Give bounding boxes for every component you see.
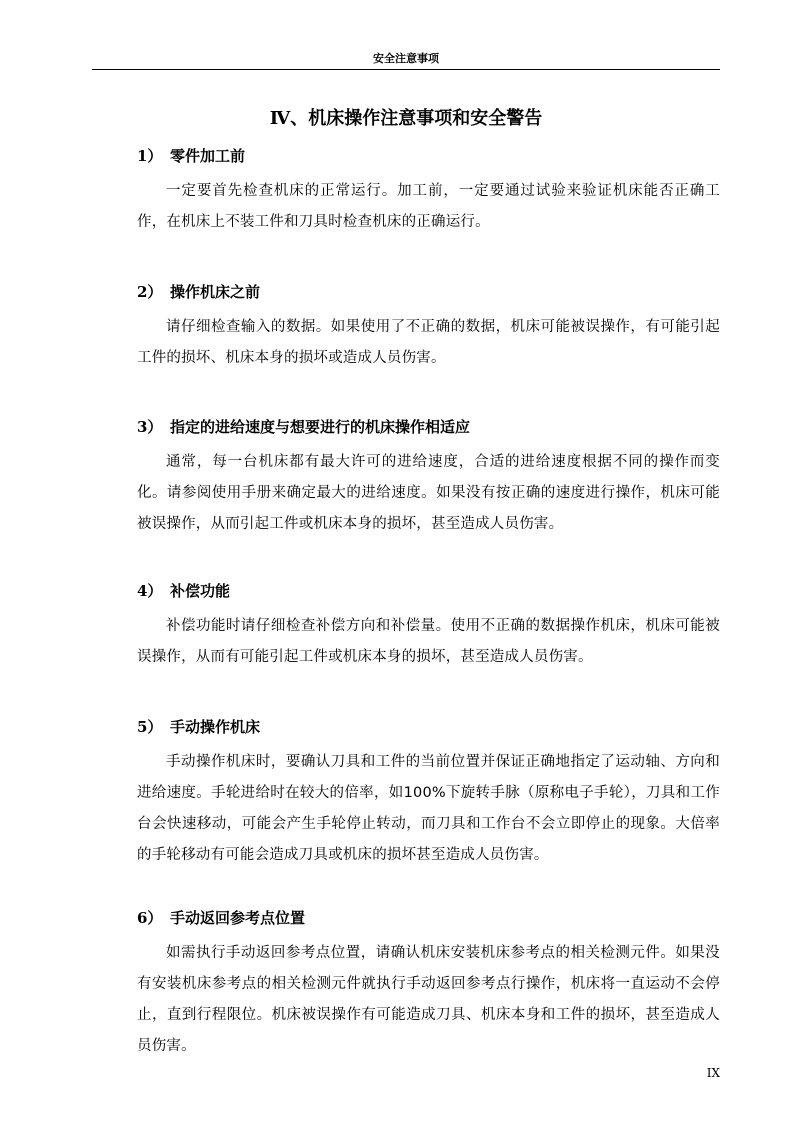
section-4 bbox=[137, 580, 720, 673]
section-heading-text: 补偿功能 bbox=[170, 582, 231, 600]
section-number: 5） bbox=[137, 718, 163, 736]
page-number: IX bbox=[706, 1066, 720, 1080]
section-number: 6） bbox=[137, 909, 163, 927]
section-heading-text: 手动操作机床 bbox=[170, 718, 261, 736]
section-number: 4） bbox=[137, 582, 163, 600]
section-body: 一定要首先检查机床的正常运行。加工前，一定要通过试验来验证机床能否正确工作，在机床上不装工件和刀具时检查机床的正确运行。 bbox=[137, 183, 720, 230]
section-heading bbox=[137, 716, 720, 738]
section-1 bbox=[137, 145, 720, 238]
section-2 bbox=[137, 281, 720, 374]
section-6 bbox=[137, 907, 720, 1062]
section-heading-text: 操作机床之前 bbox=[170, 283, 261, 301]
section-body: 手动操作机床时，要确认刀具和工件的当前位置并保证正确地指定了运动轴、方向和进给速度。手轮进给时在较大的倍率，如100%下旋转手脉（原称电子手轮），刀具和工作台会快速移动，可能会产生手轮停止转动，而刀具和工作台不会立即停止的现象。大倍率的手轮移动有可能会造成刀具或机床的损坏甚至造成人员伤害。 bbox=[137, 754, 720, 863]
section-heading bbox=[137, 580, 720, 602]
section-heading bbox=[137, 907, 720, 929]
section-heading bbox=[137, 416, 720, 438]
section-body: 补偿功能时请仔细检查补偿方向和补偿量。使用不正确的数据操作机床，机床可能被误操作，从而有可能引起工件或机床本身的损坏，甚至造成人员伤害。 bbox=[137, 618, 720, 665]
page-title: Ⅳ、机床操作注意事项和安全警告 bbox=[269, 108, 543, 129]
section-body: 请仔细检查输入的数据。如果使用了不正确的数据，机床可能被误操作，有可能引起工件的损坏、机床本身的损坏或造成人员伤害。 bbox=[137, 319, 720, 366]
section-number: 1） bbox=[137, 147, 163, 165]
section-heading-text: 指定的进给速度与想要进行的机床操作相适应 bbox=[170, 418, 471, 436]
section-heading bbox=[137, 281, 720, 303]
section-heading-text: 手动返回参考点位置 bbox=[170, 909, 306, 927]
section-3 bbox=[137, 416, 720, 540]
section-number: 2） bbox=[137, 283, 163, 301]
section-number: 3） bbox=[137, 418, 163, 436]
section-heading-text: 零件加工前 bbox=[170, 147, 246, 165]
section-body: 通常，每一台机床都有最大许可的进给速度，合适的进给速度根据不同的操作而变化。请参阅使用手册来确定最大的进给速度。如果没有按正确的速度进行操作，机床可能被误操作，从而引起工件或机床本身的损坏，甚至造成人员伤害。 bbox=[137, 454, 720, 532]
section-5 bbox=[137, 716, 720, 871]
page-header: 安全注意事项 bbox=[92, 50, 720, 70]
section-heading bbox=[137, 145, 720, 167]
section-body: 如需执行手动返回参考点位置，请确认机床安装机床参考点的相关检测元件。如果没有安装机床参考点的相关检测元件就执行手动返回参考点行操作，机床将一直运动不会停止，直到行程限位。机床被误操作有可能造成刀具、机床本身和工件的损坏，甚至造成人员伤害。 bbox=[137, 945, 720, 1054]
